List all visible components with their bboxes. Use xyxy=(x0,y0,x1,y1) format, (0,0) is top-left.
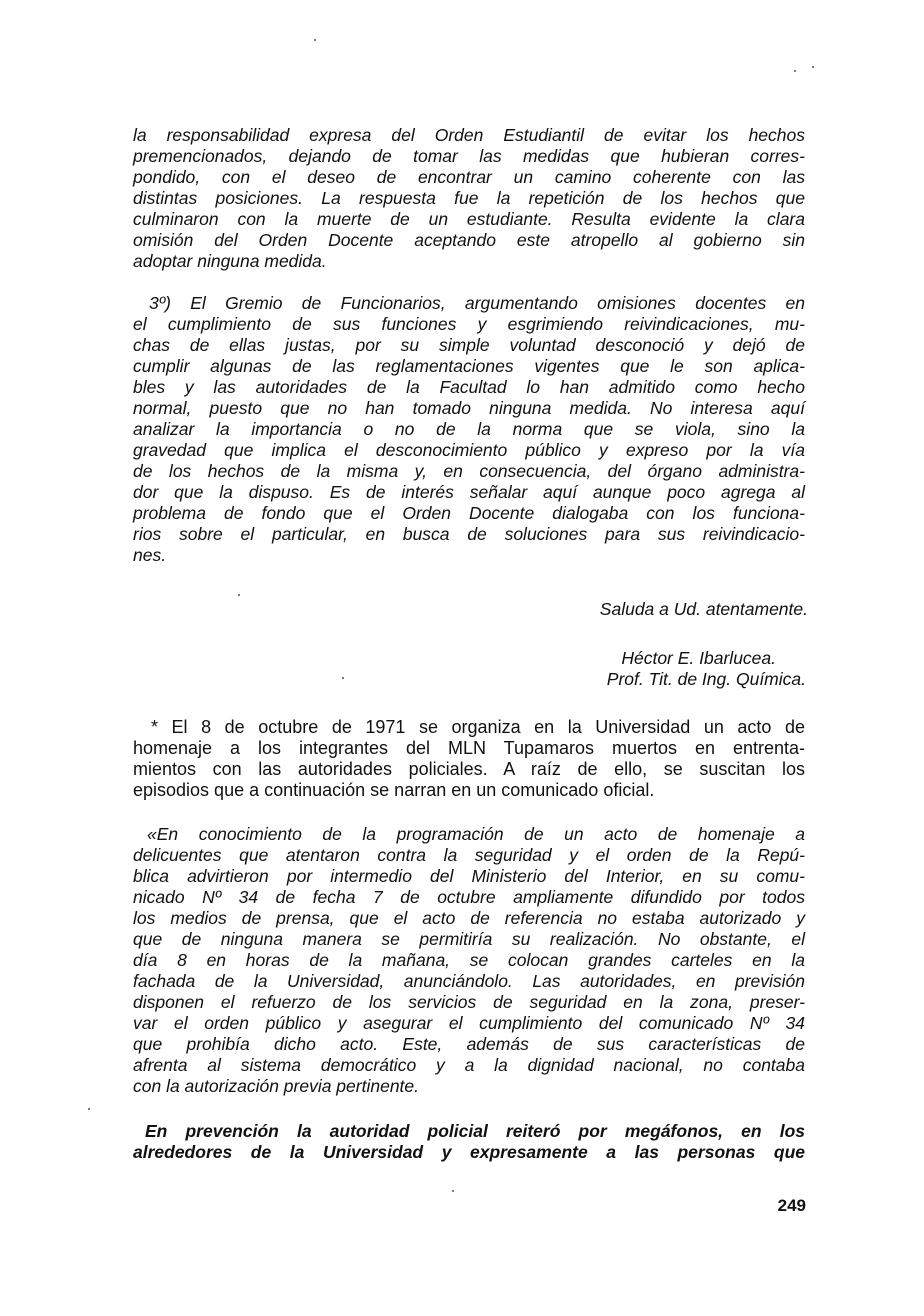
text-line: día 8 en horas de la mañana, se colocan grandes carteles en la xyxy=(133,950,805,970)
text-line: el cumplimiento de sus funciones y esgrimiendo reivindicaciones, mu- xyxy=(133,314,805,334)
text-line: problema de fondo que el Orden Docente dialogaba con los funciona- xyxy=(133,503,805,523)
text-line: cumplir algunas de las reglamentaciones vigentes que le son aplica- xyxy=(133,356,805,376)
text-line: «En conocimiento de la programación de un acto de homenaje a xyxy=(147,824,805,844)
scan-speck xyxy=(342,677,344,679)
closing-salutation: Saluda a Ud. atentamente. xyxy=(599,599,808,619)
text-line: En prevención la autoridad policial reiteró por megáfonos, en los xyxy=(145,1121,805,1141)
text-line: distintas posiciones. La respuesta fue la repetición de los hechos que xyxy=(133,188,805,208)
text-line: dor que la dispuso. Es de interés señalar aquí aunque poco agrega al xyxy=(133,482,805,502)
text-line: nicado Nº 34 de fecha 7 de octubre ampliamente difundido por todos xyxy=(133,887,805,907)
paragraph-footnote-context xyxy=(133,717,805,801)
text-line: adoptar ninguna medida. xyxy=(133,251,327,271)
scan-speck xyxy=(88,1108,90,1110)
text-line: delicuentes que atentaron contra la seguridad y el orden de la Repú- xyxy=(133,845,805,865)
paragraph-orden-docente xyxy=(133,125,805,272)
text-line: analizar la importancia o no de la norma que se viola, sino la xyxy=(133,419,805,439)
text-line: 3º) El Gremio de Funcionarios, argumentando omisiones docentes en xyxy=(149,293,805,313)
paragraph-official-communique xyxy=(133,824,805,1097)
text-line: fachada de la Universidad, anunciándolo. Las autoridades, en previsión xyxy=(133,971,805,991)
text-line: alrededores de la Universidad y expresamente a las personas que xyxy=(133,1142,805,1162)
text-line: la responsabilidad expresa del Orden Estudiantil de evitar los hechos xyxy=(133,125,805,145)
text-line: mientos con las autoridades policiales. A raíz de ello, se suscitan los xyxy=(133,759,805,779)
scan-speck xyxy=(314,39,316,41)
text-line: chas de ellas justas, por su simple voluntad desconoció y dejó de xyxy=(133,335,805,355)
text-line: gravedad que implica el desconocimiento público y expreso por la vía xyxy=(133,440,805,460)
text-line: que de ninguna manera se permitiría su realización. No obstante, el xyxy=(133,929,805,949)
text-line: bles y las autoridades de la Facultad lo han admitido como hecho xyxy=(133,377,805,397)
text-line: con la autorización previa pertinente. xyxy=(133,1076,420,1096)
text-line: normal, puesto que no han tomado ninguna medida. No interesa aquí xyxy=(133,398,805,418)
paragraph-gremio-funcionarios xyxy=(133,293,805,566)
text-line: que prohibía dicho acto. Este, además de sus características de xyxy=(133,1034,805,1054)
text-line: disponen el refuerzo de los servicios de seguridad en la zona, preser- xyxy=(133,992,805,1012)
text-line: de los hechos de la misma y, en consecuencia, del órgano administra- xyxy=(133,461,805,481)
text-line: los medios de prensa, que el acto de referencia no estaba autorizado y xyxy=(133,908,805,928)
text-line: var el orden público y asegurar el cumplimiento del comunicado Nº 34 xyxy=(133,1013,805,1033)
page-number: 249 xyxy=(777,1196,806,1215)
text-line: blica advirtieron por intermedio del Ministerio del Interior, en su comu- xyxy=(133,866,805,886)
text-line: episodios que a continuación se narran en un comunicado oficial. xyxy=(133,780,655,800)
text-line: rios sobre el particular, en busca de soluciones para sus reivindicacio- xyxy=(133,524,805,544)
signature-author: Héctor E. Ibarlucea. xyxy=(621,648,776,668)
text-line: homenaje a los integrantes del MLN Tupamaros muertos en entrenta- xyxy=(133,738,805,758)
text-line: culminaron con la muerte de un estudiante. Resulta evidente la clara xyxy=(133,209,805,229)
text-line: nes. xyxy=(133,545,167,565)
scan-speck xyxy=(452,1190,454,1192)
scan-speck xyxy=(812,66,814,68)
text-line: afrenta al sistema democrático y a la dignidad nacional, no contaba xyxy=(133,1055,805,1075)
scan-speck xyxy=(794,70,796,72)
paragraph-police-prevention xyxy=(133,1121,805,1163)
text-line: omisión del Orden Docente aceptando este atropello al gobierno sin xyxy=(133,230,805,250)
text-line: * El 8 de octubre de 1971 se organiza en la Universidad un acto de xyxy=(151,717,805,737)
text-line: pondido, con el deseo de encontrar un camino coherente con las xyxy=(133,167,805,187)
text-line: premencionados, dejando de tomar las medidas que hubieran corres- xyxy=(133,146,805,166)
signature-title: Prof. Tit. de Ing. Química. xyxy=(606,669,806,689)
scan-speck xyxy=(238,594,240,596)
